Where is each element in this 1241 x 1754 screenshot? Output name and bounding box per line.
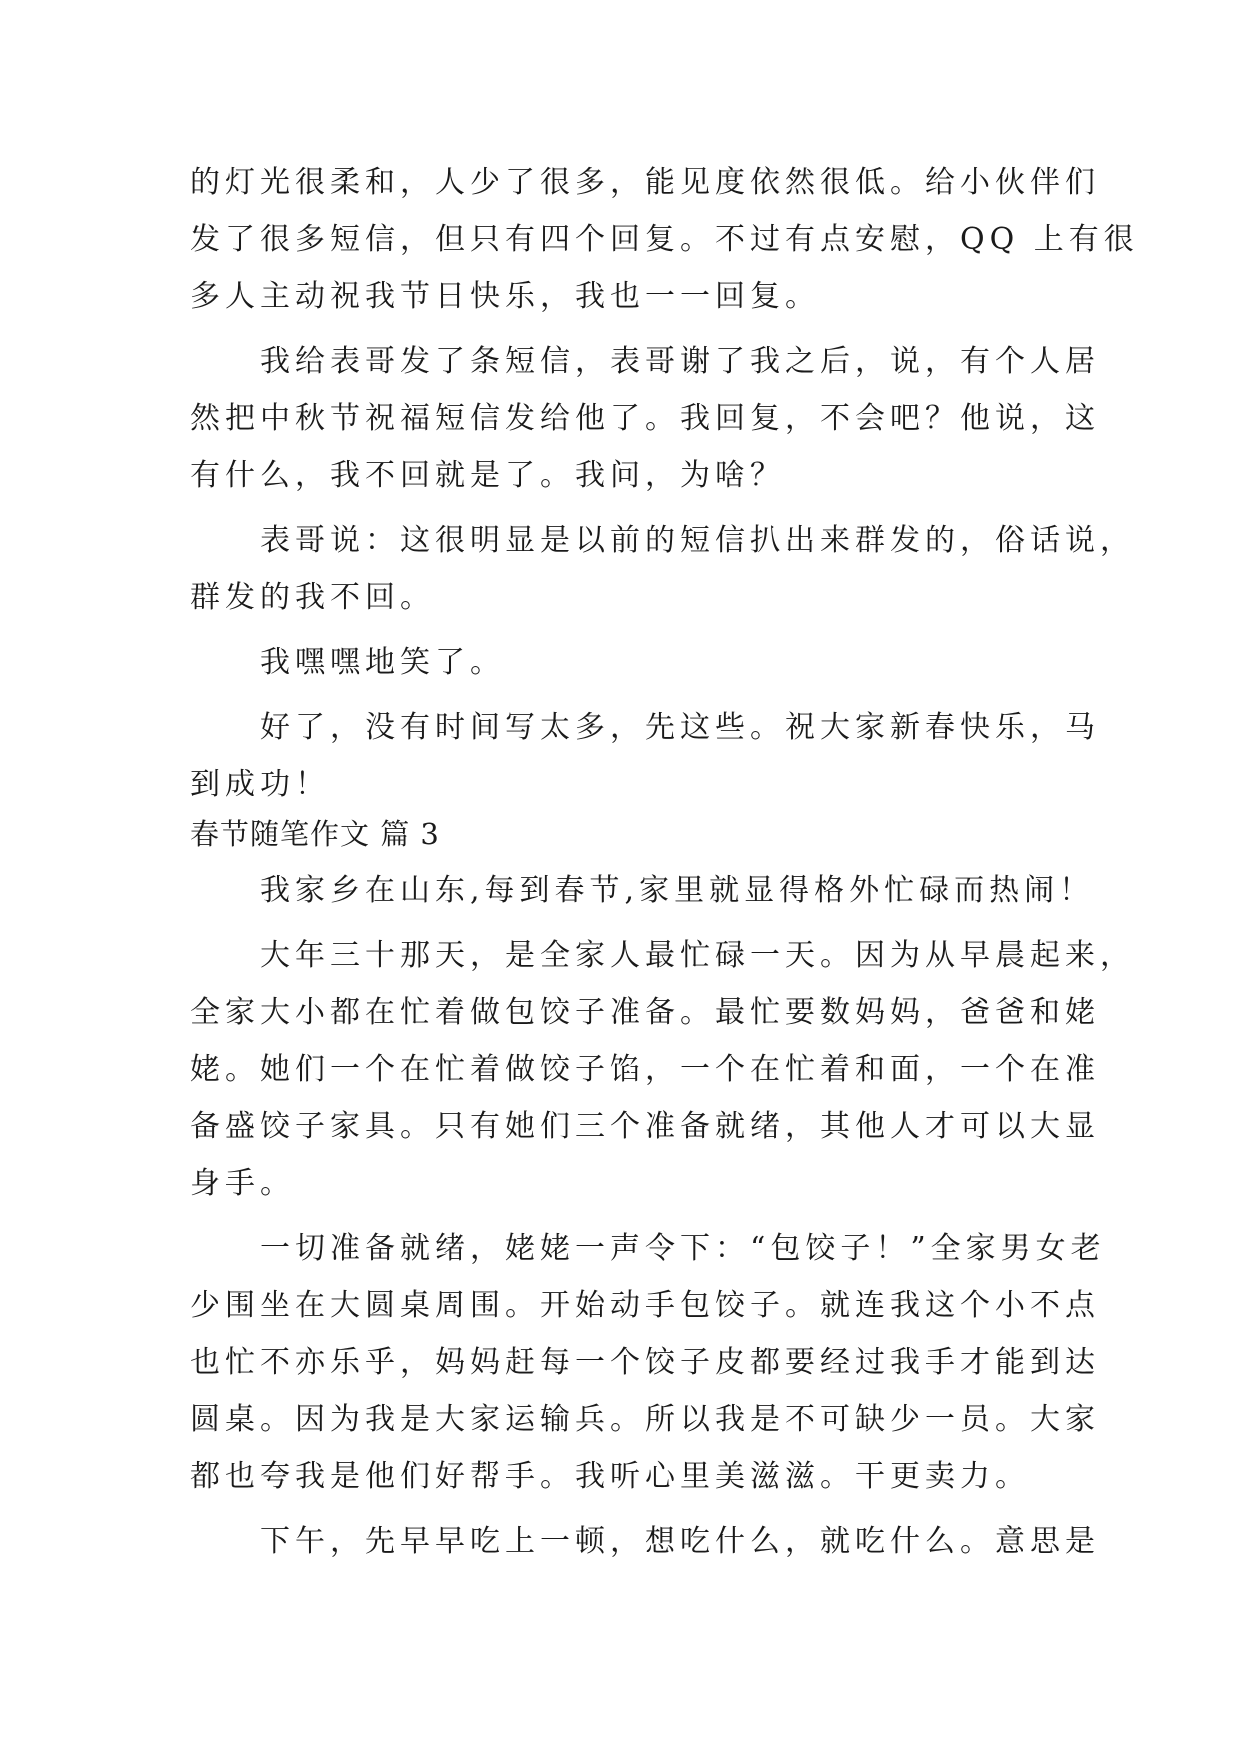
text-line: 多人主动祝我节日快乐，我也一一回复。 — [190, 279, 820, 314]
text-line: 然把中秋节祝福短信发给他了。我回复，不会吧？他说，这 — [190, 401, 1100, 436]
text-line: 都也夸我是他们好帮手。我听心里美滋滋。干更卖力。 — [190, 1459, 1030, 1494]
text-line: 一切准备就绪，姥姥一声令下：“包饺子！”全家男女老 — [190, 1231, 1106, 1266]
text-line: 好了，没有时间写太多，先这些。祝大家新春快乐，马 — [190, 710, 1100, 745]
text-line: 我家乡在山东,每到春节,家里就显得格外忙碌而热闹！ — [190, 873, 1095, 908]
text-line: 群发的我不回。 — [190, 580, 435, 615]
text-line: 大年三十那天，是全家人最忙碌一天。因为从早晨起来， — [190, 938, 1135, 973]
text-line: 备盛饺子家具。只有她们三个准备就绪，其他人才可以大显 — [190, 1109, 1100, 1144]
text-line: 有什么，我不回就是了。我问，为啥？ — [190, 458, 785, 493]
text-line: 的灯光很柔和，人少了很多，能见度依然很低。给小伙伴们 — [190, 165, 1100, 200]
text-line: 也忙不亦乐乎，妈妈赶每一个饺子皮都要经过我手才能到达 — [190, 1345, 1100, 1380]
text-line: 圆桌。因为我是大家运输兵。所以我是不可缺少一员。大家 — [190, 1402, 1100, 1437]
text-line: 我给表哥发了条短信，表哥谢了我之后，说，有个人居 — [190, 344, 1100, 379]
section-heading: 春节随笔作文 篇 3 — [190, 817, 440, 851]
text-line: 下午，先早早吃上一顿，想吃什么，就吃什么。意思是 — [190, 1524, 1100, 1559]
text-line: 我嘿嘿地笑了。 — [190, 645, 505, 680]
text-line: 少围坐在大圆桌周围。开始动手包饺子。就连我这个小不点 — [190, 1288, 1100, 1323]
text-line: 全家大小都在忙着做包饺子准备。最忙要数妈妈，爸爸和姥 — [190, 995, 1100, 1030]
text-line: 姥。她们一个在忙着做饺子馅，一个在忙着和面，一个在准 — [190, 1052, 1100, 1087]
text-line: 到成功！ — [190, 767, 330, 802]
text-line: 发了很多短信，但只有四个回复。不过有点安慰，QQ 上有很 — [190, 222, 1139, 257]
text-line: 表哥说：这很明显是以前的短信扒出来群发的，俗话说， — [190, 523, 1135, 558]
text-line: 身手。 — [190, 1166, 295, 1201]
